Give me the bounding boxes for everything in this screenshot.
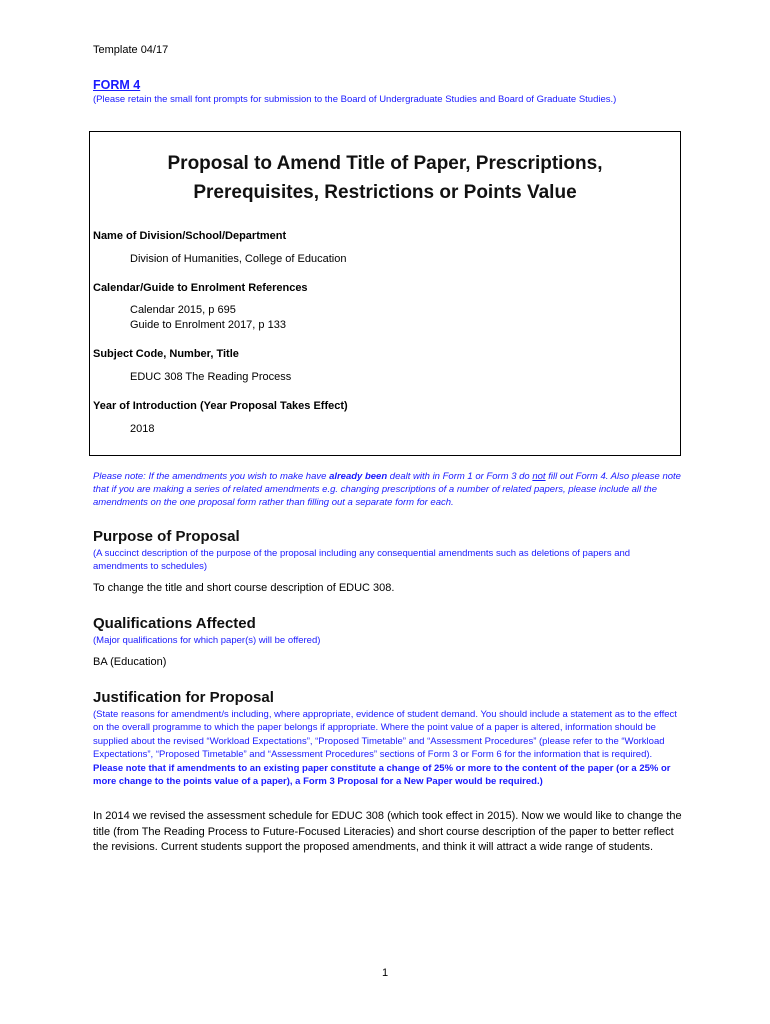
- justification-prompt: (State reasons for amendment/s including, where appropriate, evidence of student demand. You should include a statement as to the effect on the overall programme to which the paper belongs if appropriate. Where the point value of a paper is altered, information should be supplied about the revised “Workload Expectations”, “Proposed Timetable” and “Assessment Procedures” (please refer to the “Workload Expectations”, “Proposed Timetable” and “Assessment Procedures” sections of Form 3 or Form 6 for the information that is required). Please note that if amendments to an existing paper constitute a change of 25% or more to the content of the paper (or a 25% or more change to the points value of a paper), a Form 3 Proposal for a New Paper would be required.): [93, 709, 677, 788]
- guide-value: Guide to Enrolment 2017, p 133: [130, 319, 286, 331]
- division-label: Name of Division/School/Department: [93, 230, 287, 242]
- purpose-text: To change the title and short course description of EDUC 308.: [93, 582, 395, 594]
- justification-text: In 2014 we revised the assessment schedule for EDUC 308 (which took effect in 2015). Now we would like to change the title (from The Reading Process to Future-Focused Literacies) and short course description of the paper to better reflect the revisions. Current students support the proposed amendments, and think it will attract a wide range of students.: [93, 810, 682, 853]
- title-line-1: Proposal to Amend Title of Paper, Prescriptions,: [167, 153, 603, 174]
- calendar-label: Calendar/Guide to Enrolment References: [93, 282, 308, 294]
- calendar-value: Calendar 2015, p 695: [130, 304, 236, 316]
- qualifications-prompt: (Major qualifications for which paper(s) will be offered): [93, 635, 321, 646]
- subject-label: Subject Code, Number, Title: [93, 348, 239, 360]
- qualifications-text: BA (Education): [93, 656, 167, 668]
- qualifications-heading: Qualifications Affected: [93, 615, 256, 632]
- form-prompt: (Please retain the small font prompts for submission to the Board of Undergraduate Studies and Board of Graduate Studies.): [93, 94, 617, 105]
- year-label: Year of Introduction (Year Proposal Takes Effect): [93, 400, 348, 412]
- purpose-prompt: (A succinct description of the purpose of the proposal including any consequential amendments such as deletions of papers and amendments to schedules): [93, 548, 631, 573]
- subject-value: EDUC 308 The Reading Process: [130, 371, 292, 383]
- instruction-note: Please note: If the amendments you wish to make have already been dealt with in Form 1 or Form 3 do not fill out Form 4. Also please note that if you are making a series of related amendments e.g. changing prescriptions of a number of related papers, please include all the amendments on the one proposal form rather than filling out a separate form for each.: [93, 471, 681, 509]
- division-value: Division of Humanities, College of Education: [130, 253, 347, 265]
- purpose-heading: Purpose of Proposal: [93, 528, 240, 545]
- form-label: FORM 4: [93, 78, 141, 92]
- document-title: [89, 149, 681, 207]
- title-line-2: Prerequisites, Restrictions or Points Value: [193, 182, 577, 203]
- template-version: Template 04/17: [93, 44, 169, 56]
- page-number: 1: [381, 967, 389, 979]
- justification-heading: Justification for Proposal: [93, 689, 274, 706]
- year-value: 2018: [130, 423, 155, 435]
